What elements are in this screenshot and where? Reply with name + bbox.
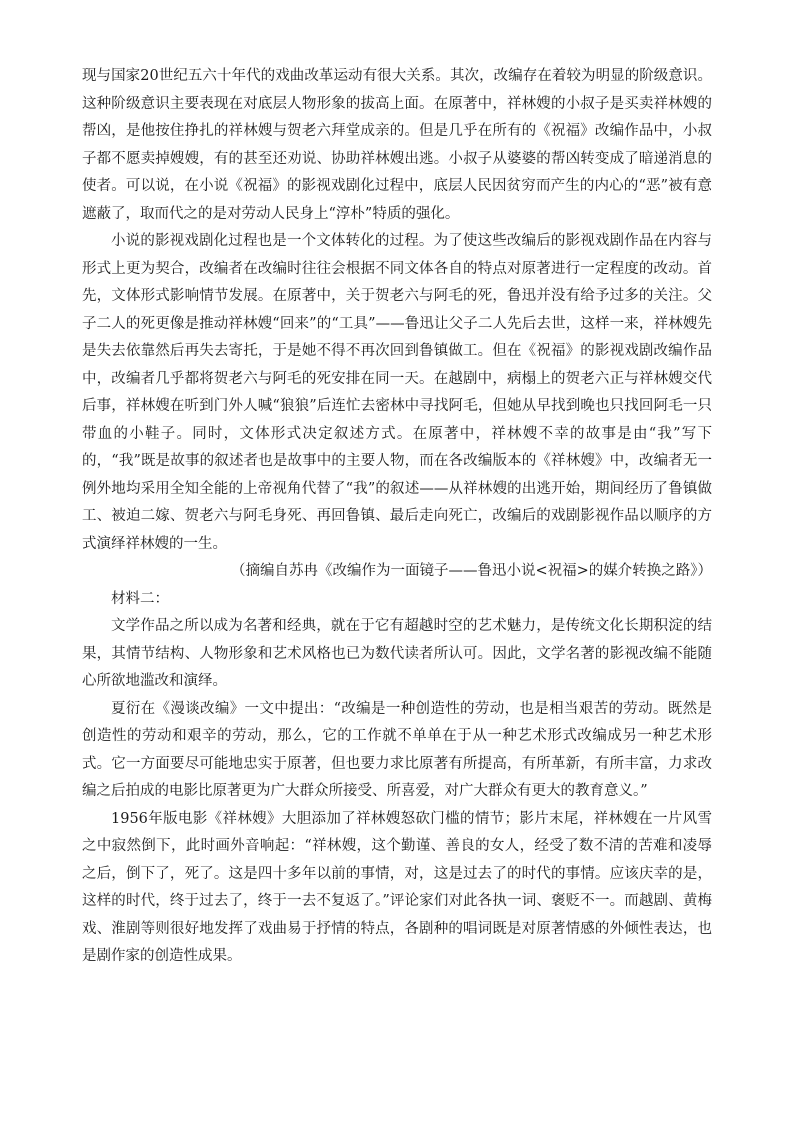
source-citation: （摘编自苏冉《改编作为一面镜子——鲁迅小说<祝福>的媒介转换之路》） xyxy=(230,563,712,579)
paragraph-xia-yan: 夏衍在《漫谈改编》一文中提出：“改编是一种创造性的劳动，也是相当艰苦的劳动。既然是创造性的劳动和艰辛的劳动，那么，它的工作就不单单在于从一种艺术形式改编成另一种艺术形式。它一方面要尽可能地忠实于原著，但也要力求比原著有所提高，有所革新，有所丰富，力求改编之后拍成的电影比原著更为广大群众所接受、所喜爱，对广大群众有更大的教育意义。” xyxy=(82,700,712,799)
paragraph-1956-film: 1956年版电影《祥林嫂》大胆添加了祥林嫂怒砍门槛的情节；影片末尾，祥林嫂在一片风雪之中寂然倒下，此时画外音响起：“祥林嫂，这个勤谨、善良的女人，经受了数不清的苦难和凌辱之后，倒下了，死了。这是四十多年以前的事情，对，这是过去了的时代的事情。应该庆幸的是，这样的时代，终于过去了，终于一去不复返了。”评论家们对此各执一词、褒贬不一。而越剧、黄梅戏、淮剧等则很好地发挥了戏曲易于抒情的特点，各剧种的唱词既是对原著情感的外倾性表达，也是剧作家的创造性成果。 xyxy=(82,810,712,964)
material-two-label: 材料二： xyxy=(111,590,169,607)
paragraph-classics: 文学作品之所以成为名著和经典，就在于它有超越时空的艺术魅力，是传统文化长期积淀的结果，其情节结构、人物形象和艺术风格也已为数代读者所认可。因此，文学名著的影视改编不能随心所欲地滥改和演绎。 xyxy=(82,618,712,689)
paragraph-continuation: 现与国家20世纪五六十年代的戏曲改革运动有很大关系。其次，改编存在着较为明显的阶级意识。这种阶级意识主要表现在对底层人物形象的拔高上面。在原著中，祥林嫂的小叔子是买卖祥林嫂的帮凶，是他按住挣扎的祥林嫂与贺老六拜堂成亲的。但是几乎在所有的《祝福》改编作品中，小叔子都不愿卖掉嫂嫂，有的甚至还劝说、协助祥林嫂出逃。小叔子从婆婆的帮凶转变成了暗递消息的使者。可以说，在小说《祝福》的影视戏剧化过程中，底层人民因贫穷而产生的内心的“恶”被有意遮蔽了，取而代之的是对劳动人民身上“淳朴”特质的强化。 xyxy=(82,68,712,222)
document-body xyxy=(82,63,712,971)
paragraph-style-conversion: 小说的影视戏剧化过程也是一个文体转化的过程。为了使这些改编后的影视戏剧作品在内容与形式上更为契合，改编者在改编时往往会根据不同文体各自的特点对原著进行一定程度的改动。首先，文体形式影响情节发展。在原著中，关于贺老六与阿毛的死，鲁迅并没有给予过多的关注。父子二人的死更像是推动祥林嫂“回来”的“工具”——鲁迅让父子二人先后去世，这样一来，祥林嫂先是失去依靠然后再失去寄托，于是她不得不再次回到鲁镇做工。但在《祝福》的影视戏剧改编作品中，改编者几乎都将贺老六与阿毛的死安排在同一天。在越剧中，病榻上的贺老六正与祥林嫂交代后事，祥林嫂在听到门外人喊“狼狼”后连忙去密林中寻找阿毛，但她从早找到晚也只找回阿毛一只带血的小鞋子。同时，文体形式决定叙述方式。在原著中，祥林嫂不幸的故事是由“我”写下的，“我”既是故事的叙述者也是故事中的主要人物，而在各改编版本的《祥林嫂》中，改编者无一例外地均采用全知全能的上帝视角代替了“我”的叙述——从祥林嫂的出逃开始，期间经历了鲁镇做工、被迫二嫁、贺老六与阿毛身死、再回鲁镇、最后走向死亡，改编后的戏剧影视作品以顺序的方式演绎祥林嫂的一生。 xyxy=(82,233,712,552)
